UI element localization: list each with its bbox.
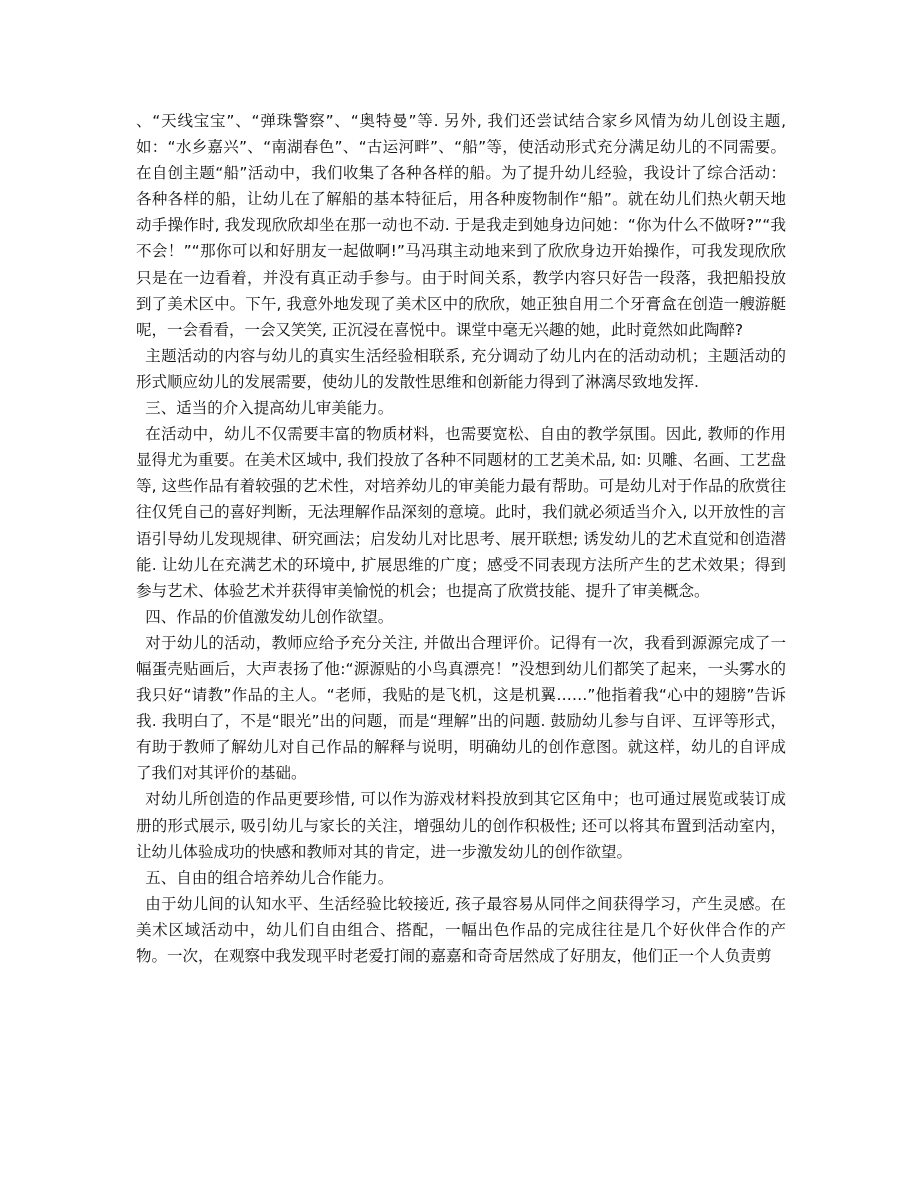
- heading-section-5: 五、自由的组合培养幼儿合作能力。: [145, 868, 394, 887]
- paragraph-cooperation: 由于幼儿间的认知水平、生活经验比较接近, 孩子最容易从同伴之间获得学习，产生灵感。在美术区域活动中，幼儿们自由组合、搭配，一幅出色作品的完成往往是几个好伙伴合作的产物。一次，在观察中我发现平时老爱打闹的嘉嘉和奇奇居然成了好朋友，他们正一个人负责剪: [136, 894, 786, 965]
- paragraph-theme-summary: 主题活动的内容与幼儿的真实生活经验相联系, 充分调动了幼儿内在的活动动机；主题活动的形式顺应幼儿的发展需要，使幼儿的发散性思维和创新能力得到了淋漓尽致地发挥.: [136, 346, 786, 391]
- paragraph-cherish-works: 对幼儿所创造的作品更要珍惜, 可以作为游戏材料投放到其它区角中；也可通过展览或装订成册的形式展示, 吸引幼儿与家长的关注，增强幼儿的创作积极性; 还可以将其布置到活动室内，让幼儿体验成功的快感和教师对其的肯定，进一步激发幼儿的创作欲望。: [136, 790, 786, 861]
- paragraph-aesthetic-guidance: 在活动中，幼儿不仅需要丰富的物质材料，也需要宽松、自由的教学氛围。因此, 教师的作用显得尤为重要。在美术区域中, 我们投放了各种不同题材的工艺美术品, 如: 贝雕、名画、工艺盘等, 这些作品有着较强的艺术性，对培养幼儿的审美能力最有帮助。可是幼儿对于作品的欣赏往往仅凭自己的喜好判断，无法理解作品深刻的意境。此时，我们就必须适当介入, 以开放性的言语引导幼儿发现规律、研究画法；启发幼儿对比思考、展开联想; 诱发幼儿的艺术直觉和创造潜能. 让幼儿在充满艺术的环境中, 扩展思维的广度；感受不同表现方法所产生的艺术效果；得到参与艺术、体验艺术并获得审美愉悦的机会；也提高了欣赏技能、提升了审美概念。: [136, 425, 786, 600]
- paragraph-story-boat: 、“天线宝宝”、“弹珠警察”、“奥特曼”等. 另外, 我们还尝试结合家乡风情为幼儿创设主题, 如：“水乡嘉兴”、“南湖春色”、“古运河畔”、“船”等，使活动形式充分满足幼儿的不同需要。在自创主题“船”活动中，我们收集了各种各样的船。为了提升幼儿经验，我设计了综合活动：各种各样的船，让幼儿在了解船的基本特征后，用各种废物制作“船”。就在幼儿们热火朝天地动手操作时, 我发现欣欣却坐在那一动也不动. 于是我走到她身边问她：“你为什么不做呀?”“我不会！”“那你可以和好朋友一起做啊!”马冯琪主动地来到了欣欣身边开始操作，可我发现欣欣只是在一边看着，并没有真正动手参与。由于时间关系，教学内容只好告一段落，我把船投放到了美术区中。下午, 我意外地发现了美术区中的欣欣，她正独自用二个牙膏盒在创造一艘游艇呢，一会看看，一会又笑笑, 正沉浸在喜悦中。课堂中毫无兴趣的她，此时竟然如此陶醉?: [136, 112, 786, 339]
- paragraph-evaluation-story: 对于幼儿的活动，教师应给予充分关注, 并做出合理评价。记得有一次，我看到源源完成了一幅蛋壳贴画后，大声表扬了他:“源源贴的小鸟真漂亮！”没想到幼儿们都笑了起来，一头雾水的我只好“请教”作品的主人。“老师，我贴的是飞机，这是机翼……”他指着我“心中的翅膀”告诉我. 我明白了，不是“眼光”出的问题，而是“理解”出的问题. 鼓励幼儿参与自评、互评等形式，有助于教师了解幼儿对自己作品的解释与说明，明确幼儿的创作意图。就这样，幼儿的自评成了我们对其评价的基础。: [136, 633, 786, 783]
- document-page: [136, 108, 786, 969]
- heading-section-3: 三、适当的介入提高幼儿审美能力。: [145, 399, 394, 418]
- heading-section-4: 四、作品的价值激发幼儿创作欲望。: [145, 607, 394, 626]
